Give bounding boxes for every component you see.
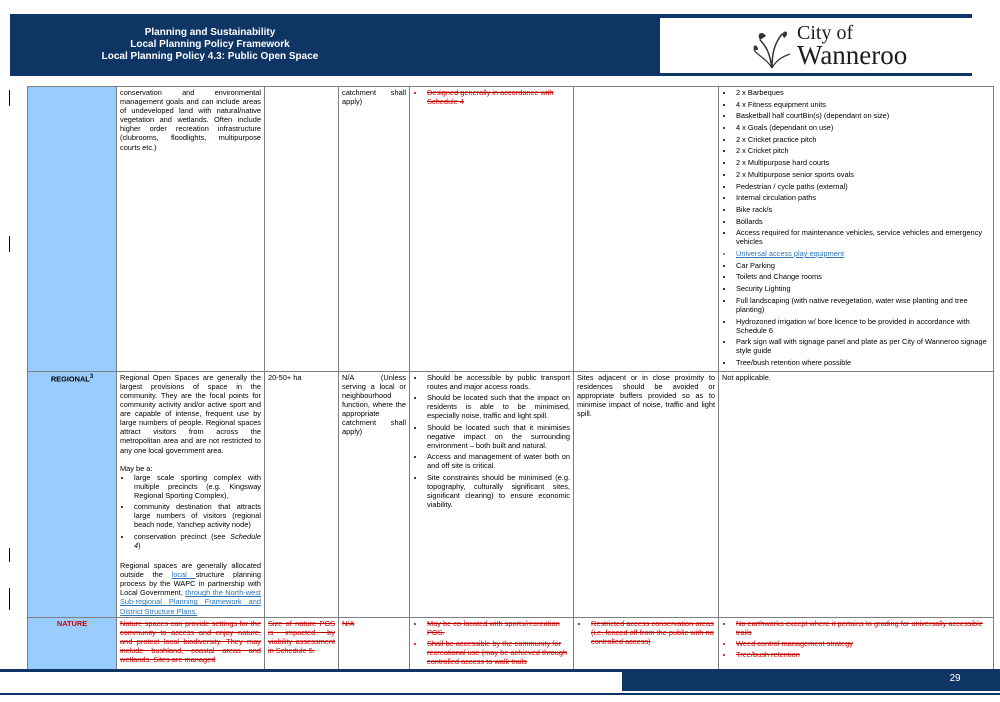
paragraph: Regional Open Spaces are generally the largest provisions of space in the community. They are the focal points for community activity and/or active sport and are capable of intense, frequent use by large numbers of people. Regional spaces attract visitors from across the metropolitan area and are not restricted to any one local government area. [120, 372, 261, 455]
description-cell: conservation and environmental management goals and can include areas of undeveloped land with natural/native vegetation and wetlands. Often include higher order recreation infrastructure (clubrooms, floodlights, multipurpose courts etc.) [117, 87, 265, 372]
deleted-text: • Designed generally in accordance with Schedule 4 [425, 88, 570, 106]
header-line-1: Planning and Sustainability [144, 27, 276, 38]
catchment-cell: N/A [339, 617, 410, 670]
list-item: • 4 x Fitness equipment units [734, 100, 990, 109]
size-cell: Size of nature POS is impacted by viability assessment in Schedule 5. [265, 617, 339, 670]
list-item: • 2 x Cricket practice pitch [734, 135, 990, 144]
list-item: • May be co-located with sports/recreation POS. [425, 619, 570, 637]
inserted-text: • Universal access play equipment [734, 249, 990, 258]
category-cell [28, 371, 117, 617]
list-item: • Park sign wall with signage panel and plate as per City of Wanneroo signage style guide [734, 337, 990, 355]
category-cell [28, 87, 117, 372]
list-item: • No earthworks except where it pertains to grading for universally accessible trails [734, 619, 990, 637]
change-bar [9, 236, 10, 252]
list-item: • 2 x Multipurpose hard courts [734, 158, 990, 167]
list-item: • 2 x Cricket pitch [734, 146, 990, 155]
header-line-3: Local Planning Policy 4.3: Public Open Space [101, 51, 319, 62]
logo-text-line-1: City of [797, 22, 854, 44]
size-cell: 20-50+ ha [265, 371, 339, 617]
change-bar [9, 90, 10, 106]
list-item: • 4 x Goals (dependant on use) [734, 123, 990, 132]
list-item: • Site constraints should be minimised (e.g. topography, culturally significant sites, significant clearing) to ensure economic viability. [425, 473, 570, 509]
location-cell [410, 617, 574, 670]
list-item: • Should be accessible by public transport routes and major access roads. [425, 373, 570, 391]
adjacent-cell [574, 87, 719, 372]
list-item: • Internal circulation paths [734, 193, 990, 202]
list-item: • Full landscaping (with native revegetation, water wise planting and tree planting) [734, 296, 990, 314]
list-item: • Bike rack/s [734, 205, 990, 214]
list-item: • community destination that attracts large numbers of visitors (regional beach node, Yanchep activity node) [132, 502, 261, 529]
page-header [10, 14, 972, 76]
list-item: • large scale sporting complex with multiple precincts (e.g. Kingsway Regional Sporting Complex), [132, 473, 261, 500]
description-cell [117, 371, 265, 617]
list-item: • Access required for maintenance vehicles, service vehicles and emergency vehicles [734, 228, 990, 246]
list-item: • Pedestrian / cycle paths (external) [734, 182, 990, 191]
adjacent-cell [574, 617, 719, 670]
page-number: 29 [949, 673, 961, 684]
change-bar [9, 588, 10, 610]
list-item: • Tree/bush retention [734, 650, 990, 659]
city-logo [660, 18, 982, 73]
list-item: • Weed control management strategy [734, 639, 990, 648]
list-item: • Bollards [734, 217, 990, 226]
table-row [28, 87, 994, 372]
list-item: • Shall be accessible by the community for recreational use (may be achieved through controlled access to walk trails [425, 639, 570, 666]
header-line-2: Local Planning Policy Framework [130, 39, 290, 50]
pos-classification-table [27, 86, 994, 670]
adjacent-cell: Sites adjacent or in close proximity to residences should be avoided or appropriate buffers provided so as to minimise impact of noise, traffic and light spill. [574, 371, 719, 617]
footer-white-panel [0, 672, 622, 691]
logo-flower-icon [752, 26, 792, 70]
size-cell [265, 87, 339, 372]
footer-rule [0, 693, 1000, 695]
header-title-block [50, 27, 370, 63]
logo-text-line-2: Wanneroo [797, 40, 908, 70]
list-item: • Should be located such that it minimises negative impact on the surrounding environment – both built and natural. [425, 423, 570, 450]
facilities-cell [719, 87, 994, 372]
list-item: • Security Lighting [734, 284, 990, 293]
footnote-ref: 3 [89, 373, 94, 380]
table-row [28, 371, 994, 617]
list-item: • Should be located such that the impact on residents is able to be minimised, especially noise, traffic and light spill. [425, 393, 570, 420]
facilities-cell [719, 617, 994, 670]
description-cell: Nature spaces can provide settings for the community to access and enjoy nature, and protect local biodiversity. They may include bushland, coastal areas and wetlands. Sites are managed [117, 617, 265, 670]
list-item: • 2 x Multipurpose senior sports ovals [734, 170, 990, 179]
catchment-cell: N/A (Unless serving a local or neighbourhood function, where the appropriate catchment shall apply) [339, 371, 410, 617]
list-item: • 2 x Barbeques [734, 88, 990, 97]
list-item: • Tree/bush retention where possible [734, 358, 990, 367]
change-bar [9, 548, 10, 562]
list-item: • conservation precinct (see Schedule 4) [132, 532, 261, 550]
list-item: • Toilets and Change rooms [734, 272, 990, 281]
location-cell [410, 371, 574, 617]
category-label: REGIONAL [50, 374, 90, 384]
list-item: • Restricted access conservation areas (i.e. fenced off from the public with no controlled access) [589, 619, 715, 646]
list-item: • Car Parking [734, 261, 990, 270]
catchment-cell: catchment shall apply) [339, 87, 410, 372]
facilities-cell: Not applicable. [719, 371, 994, 617]
list-item: • Basketball half courtBin(s) (dependant on size) [734, 111, 990, 120]
paragraph: Regional spaces are generally allocated outside the local structure planning process by the WAPC in partnership with Local Government, through the North-west Sub-regional Planning Framework and District Structure Plans. [120, 561, 262, 616]
table-row [28, 617, 994, 670]
list-item: • Hydrozoned irrigation w/ bore licence to be provided in accordance with Schedule 6 [734, 317, 990, 335]
list-item: • Access and management of water both on and off site is critical. [425, 452, 570, 470]
location-cell [410, 87, 574, 372]
category-cell: NATURE [28, 617, 117, 670]
paragraph: May be a: [120, 463, 153, 473]
